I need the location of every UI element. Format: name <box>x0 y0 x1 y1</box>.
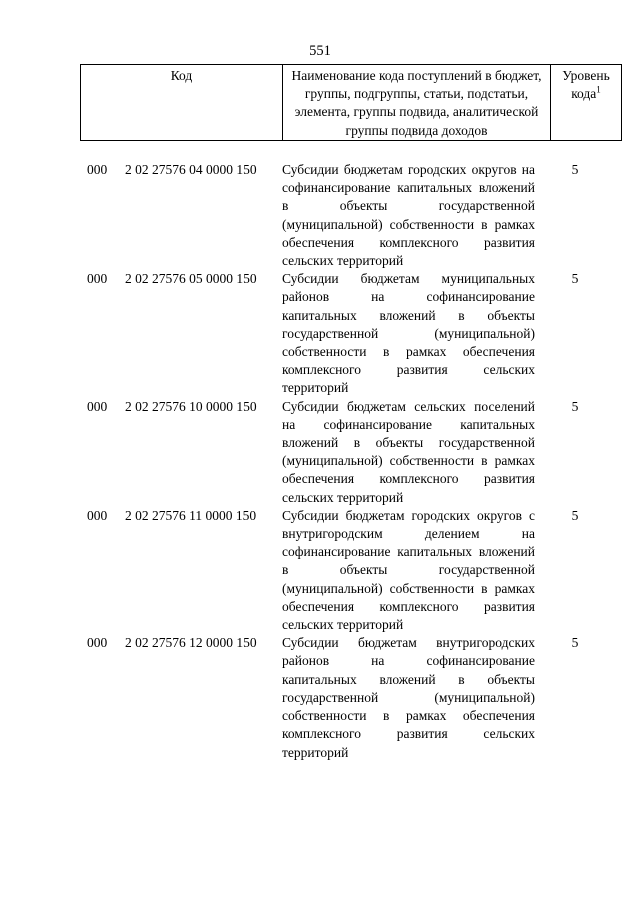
table-row <box>0 398 640 507</box>
code-level: 5 <box>571 398 579 414</box>
table-row <box>0 634 640 761</box>
code-level: 5 <box>571 507 579 523</box>
revenue-name: Субсидии бюджетам сельских поселений на софинансирование капитальных вложений в объекты государственной (муниципальной) собственности в рамках обеспечения комплексного развития сельских территорий <box>282 398 535 505</box>
table-header <box>80 64 622 141</box>
revenue-code: 2 02 27576 11 0000 150 <box>125 507 257 523</box>
revenue-name: Субсидии бюджетам внутригородских районов на софинансирование капитальных вложений в объекты государственной (муниципальной) собственности в рамках обеспечения комплексного развития сельских территорий <box>282 635 535 760</box>
code-level: 5 <box>571 162 579 177</box>
header-name-label: Наименование кода поступлений в бюджет, группы, подгруппы, статьи, подстатьи, элемента, группы подвида, аналитической группы подвида доходов <box>291 68 542 138</box>
header-code-label: Код <box>170 68 193 83</box>
revenue-name: Субсидии бюджетам муниципальных районов на софинансирование капитальных вложений в объекты государственной (муниципальной) собственности в рамках обеспечения комплексного развития сельских территорий <box>282 271 535 396</box>
table-row <box>0 507 640 634</box>
footnote-marker: 1 <box>596 84 601 95</box>
revenue-name: Субсидии бюджетам городских округов на софинансирование капитальных вложений в объекты государственной (муниципальной) собственности в рамках обеспечения комплексного развития сельских территорий <box>282 162 535 269</box>
revenue-code: 2 02 27576 05 0000 150 <box>125 271 257 287</box>
admin-code: 000 <box>87 635 108 651</box>
header-code-cell <box>81 65 283 141</box>
admin-code: 000 <box>87 162 108 177</box>
code-level: 5 <box>571 271 579 287</box>
code-level: 5 <box>571 635 579 651</box>
revenue-code: 2 02 27576 10 0000 150 <box>125 398 257 414</box>
table-row <box>0 161 640 270</box>
admin-code: 000 <box>87 271 108 287</box>
revenue-code: 2 02 27576 04 0000 150 <box>125 162 257 177</box>
admin-code: 000 <box>87 507 108 523</box>
revenue-name: Субсидии бюджетам городских округов с внутригородским делением на софинансирование капитальных вложений в объекты государственной (муниципальной) собственности в рамках обеспечения комплексного развития сельских территорий <box>282 507 535 633</box>
header-level-cell <box>551 65 622 141</box>
page-number: 551 <box>309 43 331 59</box>
revenue-code: 2 02 27576 12 0000 150 <box>125 635 257 651</box>
header-name-cell <box>283 65 551 141</box>
table-body <box>0 161 640 762</box>
admin-code: 000 <box>87 398 108 414</box>
header-level-label: Уровень кода <box>562 68 610 102</box>
table-row <box>0 270 640 397</box>
